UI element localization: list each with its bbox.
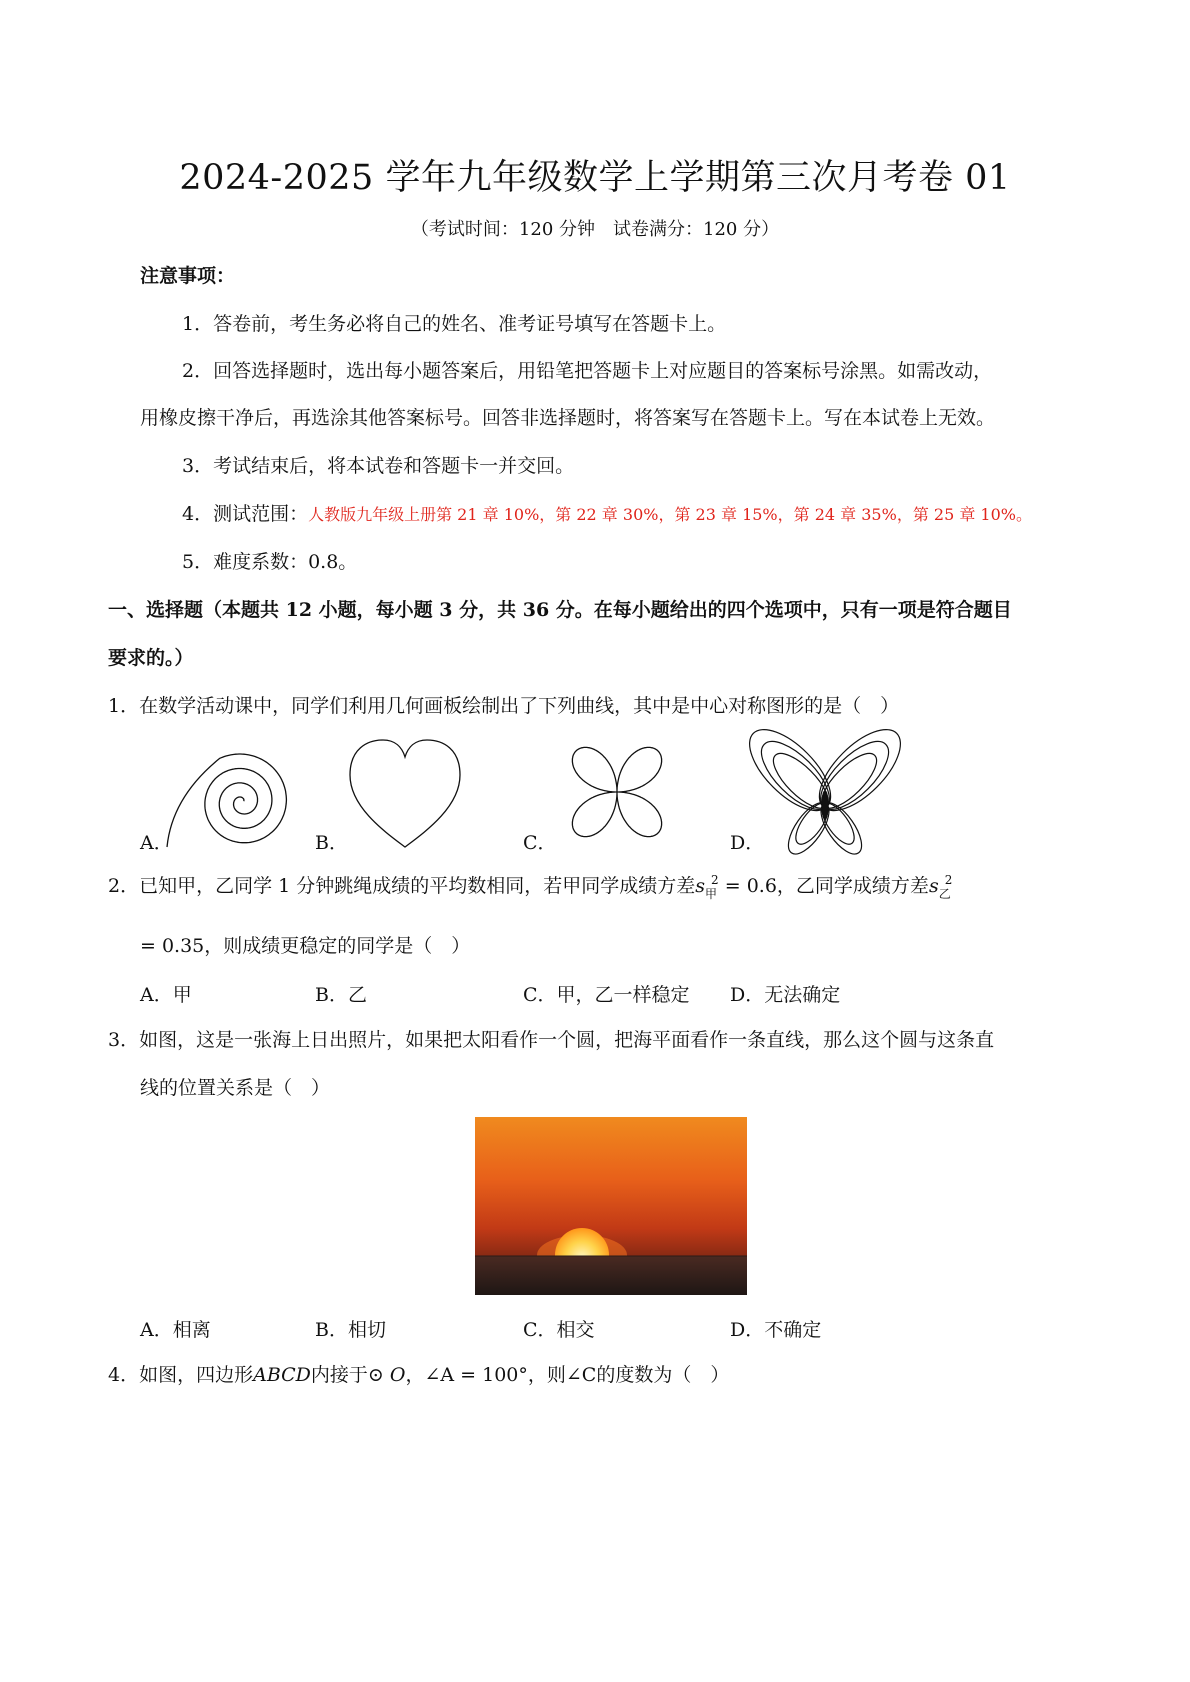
q3-stem-line1: 3．如图，这是一张海上日出照片，如果把太阳看作一个圆，把海平面看作一条直线，那么这个圆与这条直	[108, 1029, 995, 1051]
q3-option-a[interactable]: A．相离	[140, 1319, 211, 1341]
page-title: 2024-2025 学年九年级数学上学期第三次月考卷 01	[179, 158, 1011, 198]
q3-option-d[interactable]: D．不确定	[730, 1319, 822, 1341]
q1-option-a[interactable]: A．	[140, 832, 173, 854]
q3-option-b[interactable]: B．相切	[315, 1319, 386, 1341]
sunrise-photo	[475, 1117, 747, 1295]
notice-heading: 注意事项：	[140, 265, 236, 287]
section-heading-line1: 一、选择题（本题共 12 小题，每小题 3 分，共 36 分。在每小题给出的四个选项中，只有一项是符合题目	[108, 599, 1012, 621]
q1-option-b[interactable]: B．	[315, 832, 348, 854]
q2-var-s-yi: $s_乙^2$	[928, 873, 953, 901]
q1-stem: 1．在数学活动课中，同学们利用几何画板绘制出了下列曲线，其中是中心对称图形的是（ ）	[108, 695, 900, 717]
section-heading-line2: 要求的。）	[108, 647, 194, 669]
spiral-icon	[160, 752, 300, 852]
q4-stem-tail: ，则∠C的度数为（ ）	[527, 1364, 730, 1386]
heart-icon	[345, 737, 465, 852]
q2-stem-line1	[108, 873, 952, 901]
notice-item-1: 1．答卷前，考生务必将自己的姓名、准考证号填写在答题卡上。	[182, 313, 727, 335]
butterfly-body	[822, 791, 828, 819]
q4-angle-a: ∠A = 100°	[424, 1364, 528, 1386]
notice-item-2-line1: 2．回答选择题时，选出每小题答案后，用铅笔把答题卡上对应题目的答案标号涂黑。如需改动，	[182, 360, 993, 382]
q3-option-c[interactable]: C．相交	[523, 1319, 595, 1341]
notice-item-4	[182, 501, 1032, 528]
q1-option-c[interactable]: C．	[523, 832, 557, 854]
q2-stem-b: ，乙同学成绩方差	[776, 875, 929, 897]
q2-option-a[interactable]: A．甲	[140, 984, 192, 1006]
notice-item-5: 5．难度系数：0.8。	[182, 551, 358, 573]
q4-stem-prefix: 4．如图，四边形	[108, 1364, 254, 1386]
exam-info: （考试时间：120 分钟 试卷满分：120 分）	[410, 219, 780, 240]
notice-item-3: 3．考试结束后，将本试卷和答题卡一并交回。	[182, 455, 575, 477]
q3-stem-line2: 线的位置关系是（ ）	[140, 1077, 331, 1099]
q1-option-d[interactable]: D．	[730, 832, 765, 854]
notice-item-2-line2: 用橡皮擦干净后，再选涂其他答案标号。回答非选择题时，将答案写在答题卡上。写在本试卷上无效。	[140, 407, 996, 429]
q2-var-s-jia: $s_甲^2$	[695, 873, 719, 901]
butterfly-icon	[760, 745, 890, 850]
q4-stem: 4．如图，四边形ABCD内接于⊙ O，∠A = 100°，则∠C的度数为（ ）	[108, 1364, 730, 1386]
test-scope: 人教版九年级上册第 21 章 10%，第 22 章 30%，第 23 章 15%，第 24 章 35%，第 25 章 10%。	[308, 505, 1032, 524]
q2-stem-line2: = 0.35，则成绩更稳定的同学是（ ）	[140, 935, 471, 957]
q4-quad-abcd: ABCD	[253, 1364, 311, 1386]
q4-stem-mid: 内接于	[310, 1364, 368, 1386]
q2-option-c[interactable]: C．甲，乙一样稳定	[523, 984, 690, 1006]
q2-stem-a: 2．已知甲，乙同学 1 分钟跳绳成绩的平均数相同，若甲同学成绩方差	[108, 875, 696, 897]
q2-option-d[interactable]: D．无法确定	[730, 984, 841, 1006]
q2-option-b[interactable]: B．乙	[315, 984, 367, 1006]
q2-eq1: = 0.6	[724, 875, 777, 897]
q4-circle-o: ⊙ O	[367, 1364, 406, 1386]
notice-item-4-label: 4．测试范围：	[182, 503, 309, 525]
four-petal-icon	[555, 730, 680, 855]
